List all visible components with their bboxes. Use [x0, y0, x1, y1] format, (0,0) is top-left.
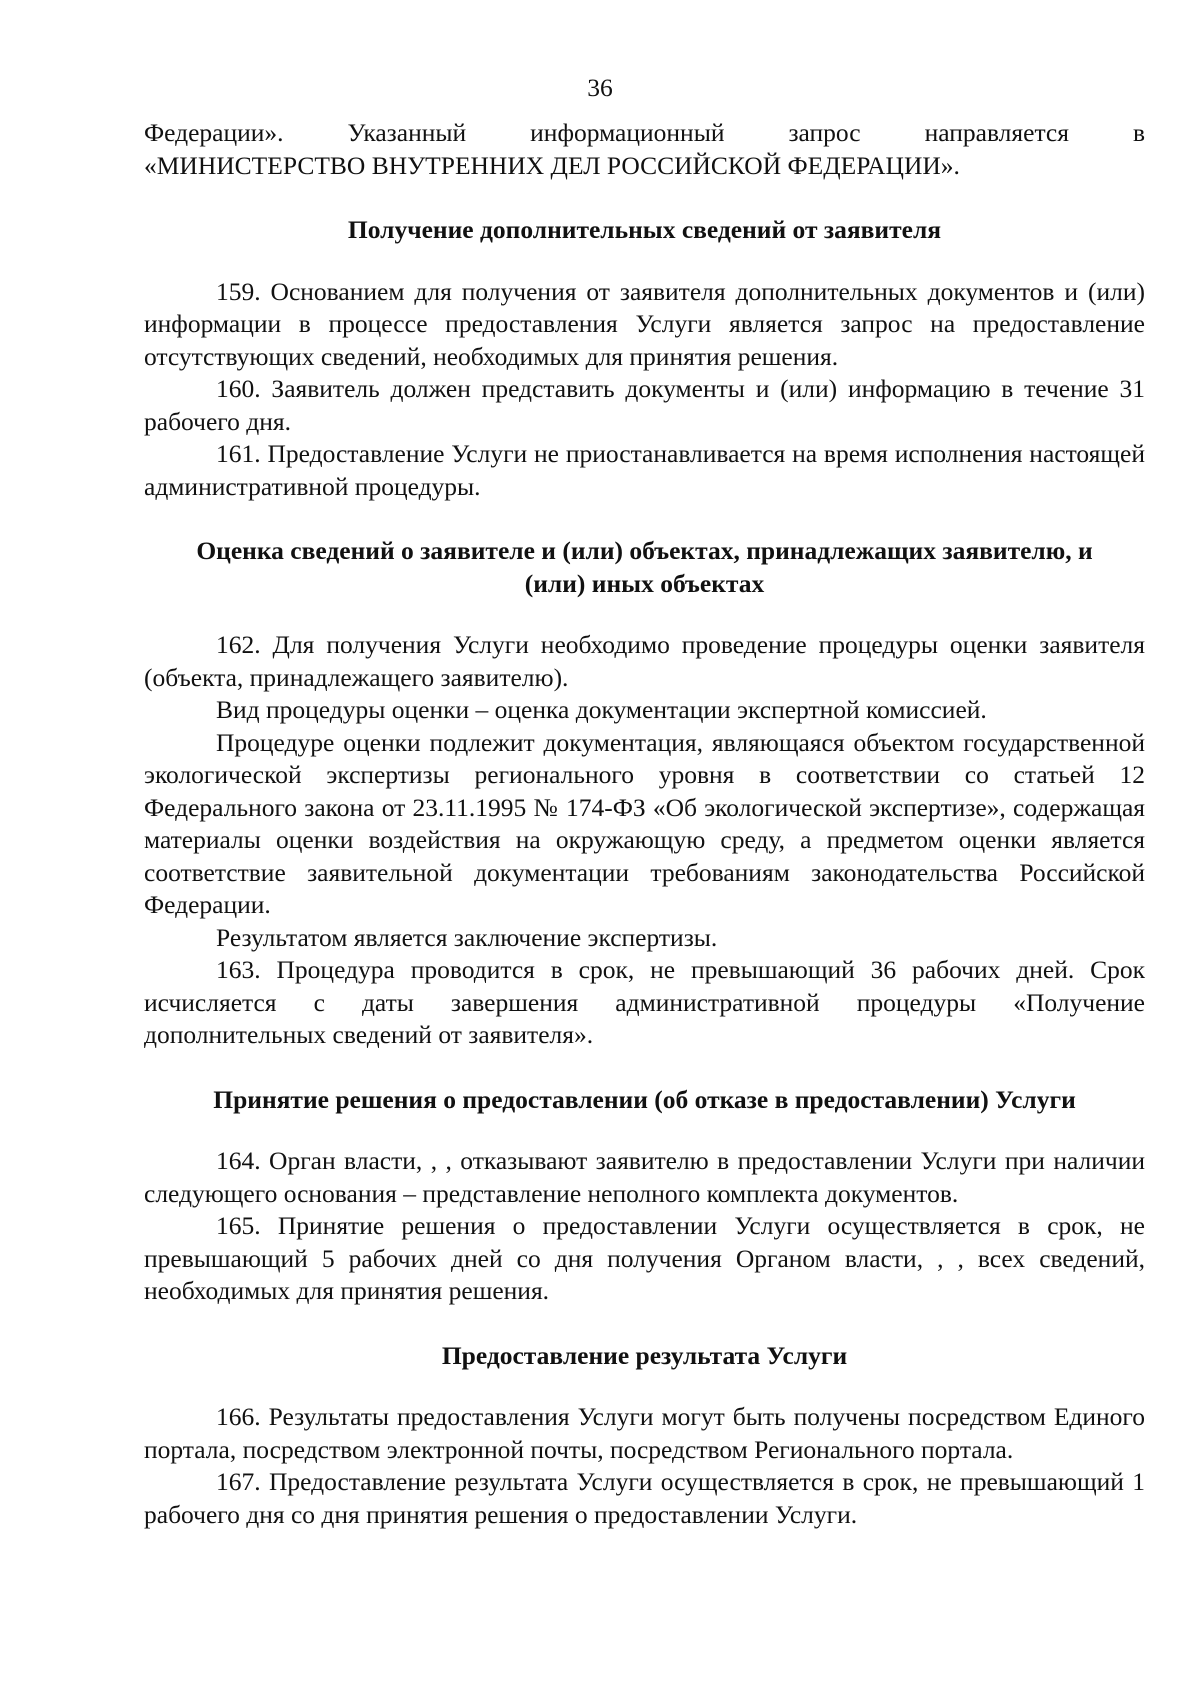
paragraph-procedure-subject: Процедуре оценки подлежит документация, являющаяся объектом государственной экологической экспертизы регионального уровня в соответствии со статьей 12 Федерального закона от 23.11.1995 № 174-ФЗ «Об экологической экспертизе», содержащая материалы оценки воздействия на окружающую среду, а предметом оценки является соответствие заявительной документации требованиям законодательства Российской Федерации.: [144, 727, 1145, 919]
document-body: [144, 117, 1145, 1531]
section-heading-evaluation-line-1: Оценка сведений о заявителе и (или) объектах, принадлежащих заявителю, и: [196, 536, 1093, 565]
paragraph-163: 163. Процедура проводится в срок, не превышающий 36 рабочих дней. Срок исчисляется с даты завершения административной процедуры «Получение дополнительных сведений от заявителя».: [144, 955, 1145, 1049]
section-heading-evaluation: [144, 535, 1145, 600]
intro-line-1: Федерации». Указанный информационный запрос направляется в: [144, 118, 1145, 147]
section-heading-result-delivery: Предоставление результата Услуги: [441, 1340, 848, 1370]
paragraph-159: 159. Основанием для получения от заявителя дополнительных документов и (или) информации в процессе предоставления Услуги является запрос на предоставление отсутствующих сведений, необходимых для принятия решения.: [144, 276, 1145, 371]
paragraph-procedure-result: Результатом является заключение экспертизы.: [216, 922, 718, 952]
intro-line-2: «МИНИСТЕРСТВО ВНУТРЕННИХ ДЕЛ РОССИЙСКОЙ ФЕДЕРАЦИИ».: [144, 150, 960, 180]
section-heading-additional-info: Получение дополнительных сведений от заявителя: [347, 215, 942, 244]
paragraph-166: 166. Результаты предоставления Услуги могут быть получены посредством Единого портала, посредством электронной почты, посредством Регионального портала.: [144, 1402, 1145, 1464]
section-heading-evaluation-line-2: (или) иных объектах: [524, 568, 765, 598]
page-number: 36: [587, 73, 613, 102]
section-heading-decision: Принятие решения о предоставлении (об отказе в предоставлении) Услуги: [213, 1084, 1076, 1114]
paragraph-167: 167. Предоставление результата Услуги осуществляется в срок, не превышающий 1 рабочего дня со дня принятия решения о предоставлении Услуги.: [144, 1467, 1145, 1529]
paragraph-161: 161. Предоставление Услуги не приостанавливается на время исполнения настоящей административной процедуры.: [144, 439, 1145, 501]
paragraph-procedure-kind: Вид процедуры оценки – оценка документации экспертной комиссией.: [216, 695, 987, 724]
paragraph-162: 162. Для получения Услуги необходимо проведение процедуры оценки заявителя (объекта, принадлежащего заявителю).: [144, 630, 1145, 692]
paragraph-160: 160. Заявитель должен представить документы и (или) информацию в течение 31 рабочего дня.: [144, 374, 1145, 436]
paragraph-165: 165. Принятие решения о предоставлении Услуги осуществляется в срок, не превышающий 5 рабочих дней со дня получения Органом власти, , , всех сведений, необходимых для принятия решения.: [144, 1211, 1145, 1305]
paragraph-164: 164. Орган власти, , , отказывают заявителю в предоставлении Услуги при наличии следующего основания – представление неполного комплекта документов.: [144, 1146, 1145, 1208]
